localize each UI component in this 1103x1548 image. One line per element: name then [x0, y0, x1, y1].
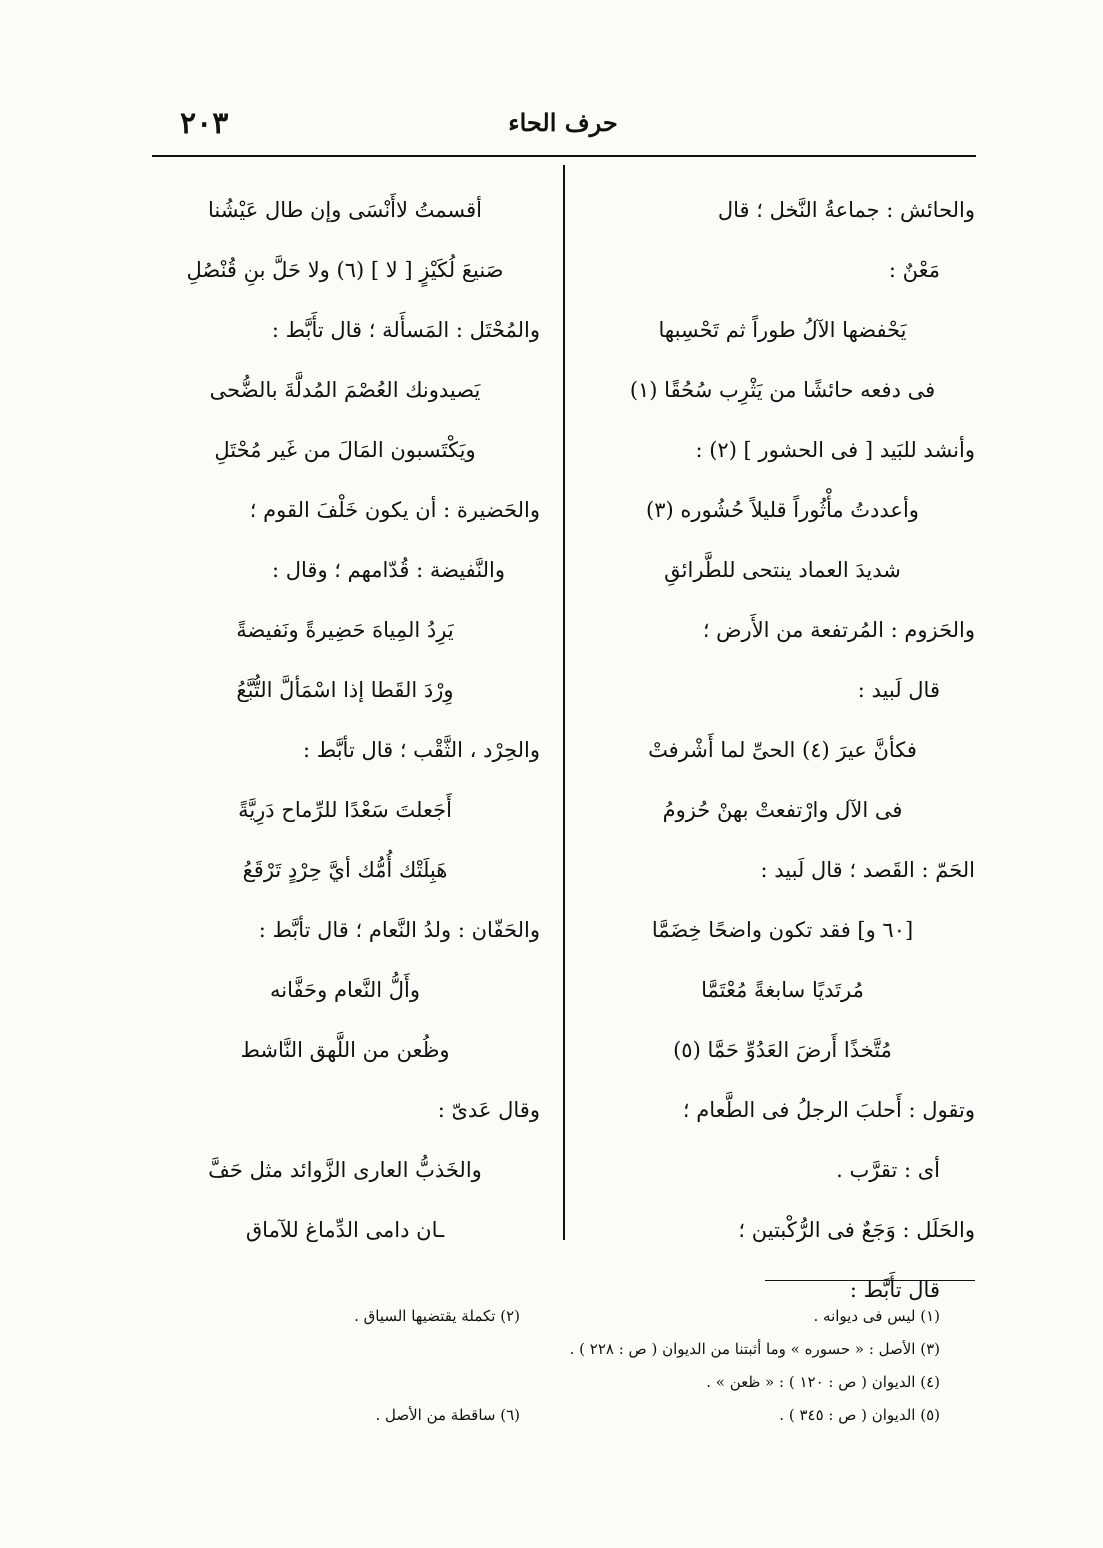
text-line: وقال عَدىّ :	[437, 1098, 540, 1122]
footnote: (٤) الديوان ( ص : ١٢٠ ) : « ظعن » .	[706, 1373, 940, 1391]
footnote-row	[200, 1300, 940, 1333]
verse-line: شديدَ العماد ينتحى للطَّرائقِ	[664, 558, 901, 582]
column-divider	[563, 165, 565, 1240]
verse-line: ـان دامى الدِّماغ للآماق	[245, 1218, 445, 1242]
verse-line: فكأنَّ عيرَ (٤) الحىِّ لما أَشْرفتْ	[648, 738, 917, 762]
page-header	[150, 100, 976, 150]
text-line: قال تأَبَّط :	[849, 1278, 940, 1302]
header-rule	[152, 155, 976, 157]
verse-line: أَجَعلتَ سَعْدًا للرِّماح دَرِيَّةً	[238, 798, 452, 822]
text-line: وتقول : أَحلبَ الرجلُ فى الطَّعام ؛	[682, 1098, 975, 1122]
text-line: الحَمّ : القَصد ؛ قال لَبيد :	[760, 858, 975, 882]
verse-line: وأَلُّ النَّعام وحَفَّانه	[270, 978, 420, 1002]
text-line: وأنشد للبَيد [ فى الحشور ] (٢) :	[695, 438, 975, 462]
verse-line: مُرتَديًا سابغةً مُعْتَمَّا	[701, 978, 864, 1002]
text-line: والحِرْد ، الثَّقْب ؛ قال تأبَّط :	[303, 738, 540, 762]
verse-line: وِرْدَ القَطا إذا اسْمَألَّ التُّبَّعُ	[236, 678, 454, 702]
text-line: والحَزوم : المُرتفعة من الأَرض ؛	[702, 618, 975, 642]
verse-line: أقسمتُ لاأَنْسَى وإن طال عَيْشُنا	[207, 198, 483, 222]
verse-line: هَبِلَتْك أُمُّك أيَّ حِرْدٍ تَرْقَعُ	[242, 858, 448, 882]
footnote: (٢) تكملة يقتضيها السياق .	[354, 1307, 520, 1325]
footnote-row	[200, 1399, 940, 1432]
verse-line: [٦٠ و] فقد تكون واضحًا خِضَمَّا	[651, 918, 914, 942]
footnote: (١) ليس فى ديوانه .	[813, 1307, 940, 1325]
footnote-rule	[765, 1280, 975, 1281]
verse-line: وأعددتُ مأْثُوراً قليلاً حُشُوره (٣)	[646, 498, 919, 522]
verse-line: يَرِدُ المِياهَ حَضِيرةً ونَفيضةً	[236, 618, 454, 642]
page-number: ٢٠٣	[180, 106, 229, 141]
text-line: والمُحْتَل : المَسأَلة ؛ قال تأَبَّط :	[271, 318, 540, 342]
text-line: والحائش : جماعةُ النَّخل ؛ قال	[717, 198, 975, 222]
verse-line: والخَذبُّ العارى الزَّوائد مثل حَفَّ	[208, 1158, 482, 1182]
verse-line: وظُعن من اللَّهق النَّاشط	[240, 1038, 450, 1062]
verse-line: ويَكْتَسبون المَالَ من غَير مُحْتَلِ	[214, 438, 476, 462]
footnote: (٣) الأصل : « حسوره » وما أثبتنا من الديوان ( ص : ٢٢٨ ) .	[569, 1340, 940, 1358]
chapter-title: حرف الحاء	[508, 108, 618, 137]
left-column	[150, 180, 540, 1260]
text-line: قال لَبيد :	[857, 678, 940, 702]
footnote-row	[200, 1366, 940, 1399]
verse-line: يَحْفضها الآلُ طوراً ثم تَحْسِبها	[658, 318, 907, 342]
text-line: أى : تقرَّب .	[836, 1158, 940, 1182]
text-line: والنَّفيضة : قُدّامهم ؛ وقال :	[272, 558, 505, 582]
footnote: (٥) الديوان ( ص : ٣٤٥ ) .	[779, 1406, 940, 1424]
text-line: مَعْنٌ :	[888, 258, 940, 282]
right-column	[590, 180, 975, 1320]
verse-line: فى دفعه حائشًا من يَثْرِب سُحُقًا (١)	[629, 378, 936, 402]
verse-line: فى الآل وارْتفعتْ بهنْ حُزومُ	[662, 798, 903, 822]
verse-line: مُتَّخذًا أَرضَ العَدُوِّ حَمَّا (٥)	[673, 1038, 892, 1062]
text-line: والحَضيرة : أن يكون خَلْفَ القوم ؛	[249, 498, 540, 522]
footnote-row	[200, 1333, 940, 1366]
footnotes	[200, 1300, 940, 1432]
text-line: والحَلَل : وَجَعٌ فى الرُّكْبتين ؛	[738, 1218, 975, 1242]
verse-line: صَنيعَ لُكَيْزٍ [ لا ] (٦) ولا حَلَّ بنِ قُنْصُلِ	[186, 258, 504, 282]
footnote: (٦) ساقطة من الأصل .	[375, 1406, 520, 1424]
verse-line: يَصيدونك العُصْمَ المُدلَّةَ بالضُّحى	[209, 378, 481, 402]
text-line: والحَفّان : ولدُ النَّعام ؛ قال تأبَّط :	[258, 918, 540, 942]
